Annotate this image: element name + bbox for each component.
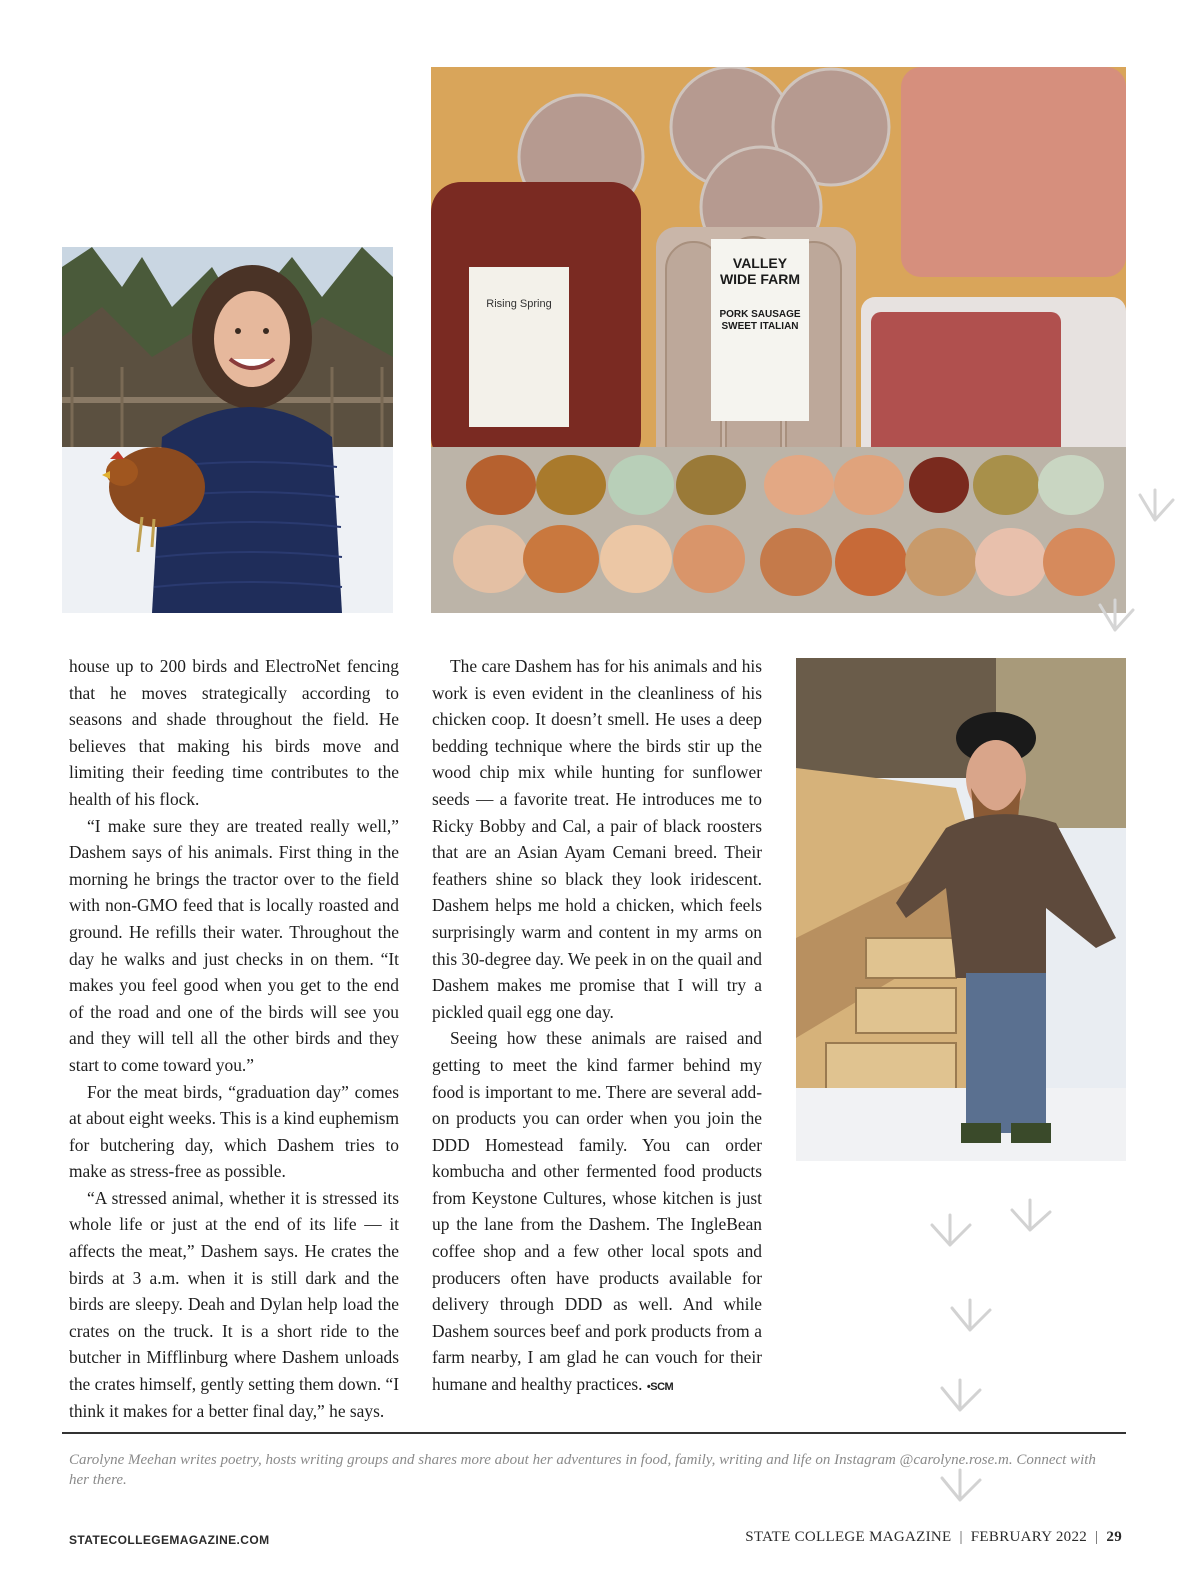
page-number: 29 bbox=[1106, 1529, 1122, 1545]
article-paragraph: “A stressed animal, whether it is stressed its whole life or just at the end of its life — it affects the meat,” Dashem says. He crates the birds at 3 a.m. when it is still dark and the birds are sleepy. Deah and Dylan help load the crates on the truck. It is a short ride to the butcher in Mifflinburg where Dashem unloads the crates himself, gently setting them down. “I think it makes for a better final day,” he says. bbox=[69, 1187, 399, 1421]
article-paragraph: house up to 200 birds and ElectroNet fencing that he moves strategically according to seasons and shade throughout the field. He believes that making his birds move and limiting their feeding time contributes to the health of his flock. bbox=[69, 656, 399, 809]
photo-farmer-at-coop bbox=[796, 658, 1126, 1161]
article-column-left bbox=[69, 653, 399, 1424]
beef-label-brand: Rising Spring bbox=[486, 298, 552, 310]
footer-issue: FEBRUARY 2022 bbox=[970, 1529, 1088, 1545]
meat-label-product: PORK SAUSAGE SWEET ITALIAN bbox=[719, 309, 801, 332]
footer-folio: STATE COLLEGE MAGAZINE | FEBRUARY 2022 | 29 bbox=[745, 1529, 1122, 1545]
article-paragraph-final bbox=[432, 1025, 762, 1400]
photo-meat-and-eggs bbox=[431, 67, 1126, 613]
meat-label-farm: VALLEY WIDE FARM bbox=[719, 255, 801, 287]
article-paragraph: “I make sure they are treated really well,” Dashem says of his animals. First thing in the morning he brings the tractor over to the field with non-GMO feed that is locally roasted and ground. He refills their water. Throughout the day he walks and just checks in on them. “It makes you feel good when you get to the end of the road and one of the birds will see you and they will tell all the other birds and they start to come toward you.” bbox=[69, 815, 399, 1075]
article-paragraph-text: Seeing how these animals are raised and getting to meet the kind farmer behind my food is important to me. There are several add-on products you can order when you join the DDD Homestead family. You can order kombucha and other fermented food products from Keystone Cultures, whose kitchen is just up the lane from the Dashem. The IngleBean coffee shop and a few other local spots and producers often have products available for delivery through DDD as well. And while Dashem sources beef and pork products from a farm nearby, I am glad he can vouch for their humane and healthy practices. bbox=[432, 1028, 762, 1395]
article-column-middle bbox=[432, 653, 762, 1401]
end-mark: •SCM bbox=[646, 1381, 674, 1394]
photo-woman-holding-chicken bbox=[62, 247, 393, 613]
author-bio: Carolyne Meehan writes poetry, hosts writing groups and shares more about her adventures in food, family, writing and life on Instagram @carolyne.rose.m. Connect with her there. bbox=[69, 1452, 1096, 1488]
bird-track-decoration bbox=[1085, 480, 1195, 660]
footer-magazine-name: STATE COLLEGE MAGAZINE bbox=[745, 1529, 952, 1545]
footer-website: STATECOLLEGEMAGAZINE.COM bbox=[69, 1533, 270, 1547]
article-paragraph: The care Dashem has for his animals and his work is even evident in the cleanliness of his chicken coop. It doesn’t smell. He uses a deep bedding technique where the birds stir up the wood chip mix while hunting for sunflower seeds — a favorite treat. He introduces me to Ricky Bobby and Cal, a pair of black roosters that are an Asian Ayam Cemani breed. Their feathers shine so black they look iridescent. Dashem helps me hold a chicken, which feels surprisingly warm and content in my arms on this 30-degree day. We peek in on the quail and Dashem makes me promise that I will try a pickled quail egg one day. bbox=[432, 656, 762, 1022]
article-paragraph: For the meat birds, “graduation day” comes at about eight weeks. This is a kind euphemism for butchering day, which Dashem tries to make as stress-free as possible. bbox=[69, 1081, 399, 1182]
divider-rule bbox=[62, 1432, 1126, 1434]
